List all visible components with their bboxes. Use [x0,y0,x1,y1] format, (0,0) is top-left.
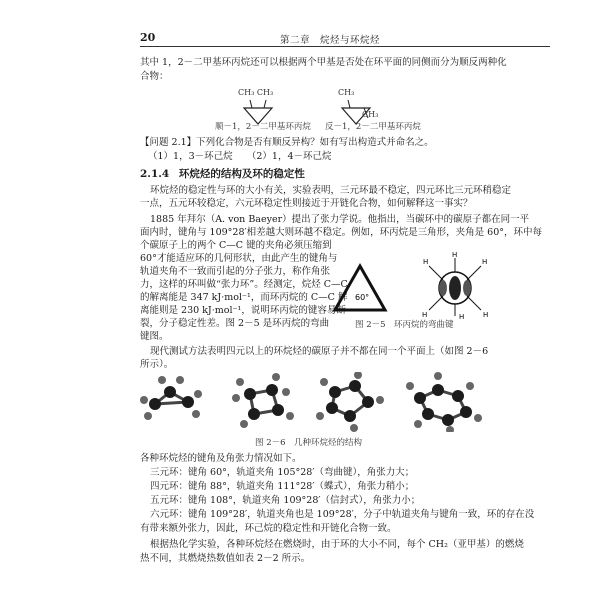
running-header [140,30,550,47]
ring-six-line-1: 六元环：键角 109°28′，轨道夹角也是 109°28′，分子中轨道夹角与键角一致，环的存在没 [150,509,535,520]
para2-narrow-4: 力，这样的环叫做“张力环”。经测定，烷烃 C—C [140,279,348,290]
intro-line-2: 合物： [140,71,169,82]
figure-2-5-caption: 图 2－5 环丙烷的弯曲键 [355,320,454,330]
cyclopropane-bent-bond-diagram [325,250,525,320]
cyclobutane-model [232,373,294,428]
cyclopropane-model [140,376,202,420]
para2-narrow-5: 的解离能是 347 kJ·mol⁻¹，而环丙烷的 C—C 解 [140,292,348,303]
question-line-2: （1）1，3－环己烷 （2）1，4－环己烷 [148,151,332,162]
para2-line-2: 面内时，键角与 109°28′相差越大则环越不稳定。例如，环丙烷是三角形，夹角是 60°，环中每 [140,227,543,238]
h-atom-4: H [422,311,428,319]
intro-line-1: 其中 1，2－二甲基环丙烷还可以根据两个甲基是否处在环平面的同侧而分为顺反两种化 [140,57,507,68]
angle-label: 60° [355,293,370,302]
ring-four: 四元环：键角 88°，轨道夹角 111°28′（蝶式），角张力稍小； [150,481,415,492]
para1-line-2: 一点，五元环较稳定，六元环稳定性则接近于开链化合物，如何解释这一事实？ [140,198,473,209]
para5-line-1: 根据热化学实验，各种环烷烃在燃烧时，由于环的大小不同，每个 CH₂（亚甲基）的燃烧 [150,539,524,550]
cis-methyl-labels: CH₃ CH₃ [238,88,274,97]
para2-narrow-7: 裂，分子稳定性差。图 2－5 是环丙烷的弯曲 [140,318,330,329]
h-atom-6: H [459,313,465,320]
trans-methyl-bottom: CH₃ [362,110,379,119]
para2-narrow-3: 轨道夹角不一致而引起的分子张力，称作角张 [140,266,331,277]
chapter-title: 第二章 烷烃与环烷烃 [280,35,381,46]
cyclopentane-model [316,372,384,432]
figure-2-6-caption: 图 2－6 几种环烷烃的结构 [255,438,363,448]
h-atom-2: H [482,258,488,266]
para4: 各种环烷烃的键角及角张力情况如下。 [140,453,302,464]
para2-line-1: 1885 年拜尔（A. von Baeyer）提出了张力学说。他指出，当碳环中的碳原子都在同一平 [150,214,530,225]
ring-three: 三元环：键角 60°，轨道夹角 105°28′（弯曲键），角张力大； [150,467,415,478]
para2-narrow-6: 离能则是 230 kJ·mol⁻¹，说明环丙烷的键容易断 [140,305,346,316]
question-line-1: 【问题 2.1】下列化合物是否有顺反异构？如有写出构造式并命名之。 [140,137,434,148]
para3-line-1: 现代测试方法表明四元以上的环烷烃的碳原子并不都在同一个平面上（如图 2－6 [150,346,489,357]
h-atom-3: H [452,251,458,259]
h-atom-5: H [483,311,489,319]
para2-narrow-2: 60°才能适应环的几何形状，由此产生的键角与 [140,253,338,264]
cyclohexane-model [406,372,482,432]
h-atom-1: H [423,258,429,266]
para2-narrow-8: 键图。 [140,331,169,342]
trans-methyl-top: CH₃ [338,88,355,97]
cycloalkane-models [140,372,550,432]
para3-line-2: 所示）。 [140,359,174,370]
ring-six-line-2: 有带来额外张力，因此，环己烷的稳定性和开链化合物一致。 [140,523,397,534]
para2-narrow-1: 个碳原子上的两个 C—C 键的夹角必须压缩到 [140,240,332,251]
para1-line-1: 环烷烃的稳定性与环的大小有关，实验表明，三元环最不稳定，四元环比三元环稍稳定 [150,185,512,196]
section-title: 环烷烃的结构及环的稳定性 [178,168,305,180]
page-number: 20 [140,31,156,44]
cis-caption: 顺－1，2－二甲基环丙烷 [215,122,311,132]
trans-caption: 反－1，2－二甲基环丙烷 [325,122,421,132]
section-heading [140,168,305,181]
ring-five: 五元环：键角 108°，轨道夹角 109°28′（信封式），角张力小； [150,495,421,506]
para5-line-2: 热不同，其燃烧热数值如表 2－2 所示。 [140,553,311,564]
figure-2-6 [140,372,550,432]
section-number: 2.1.4 [140,168,170,180]
